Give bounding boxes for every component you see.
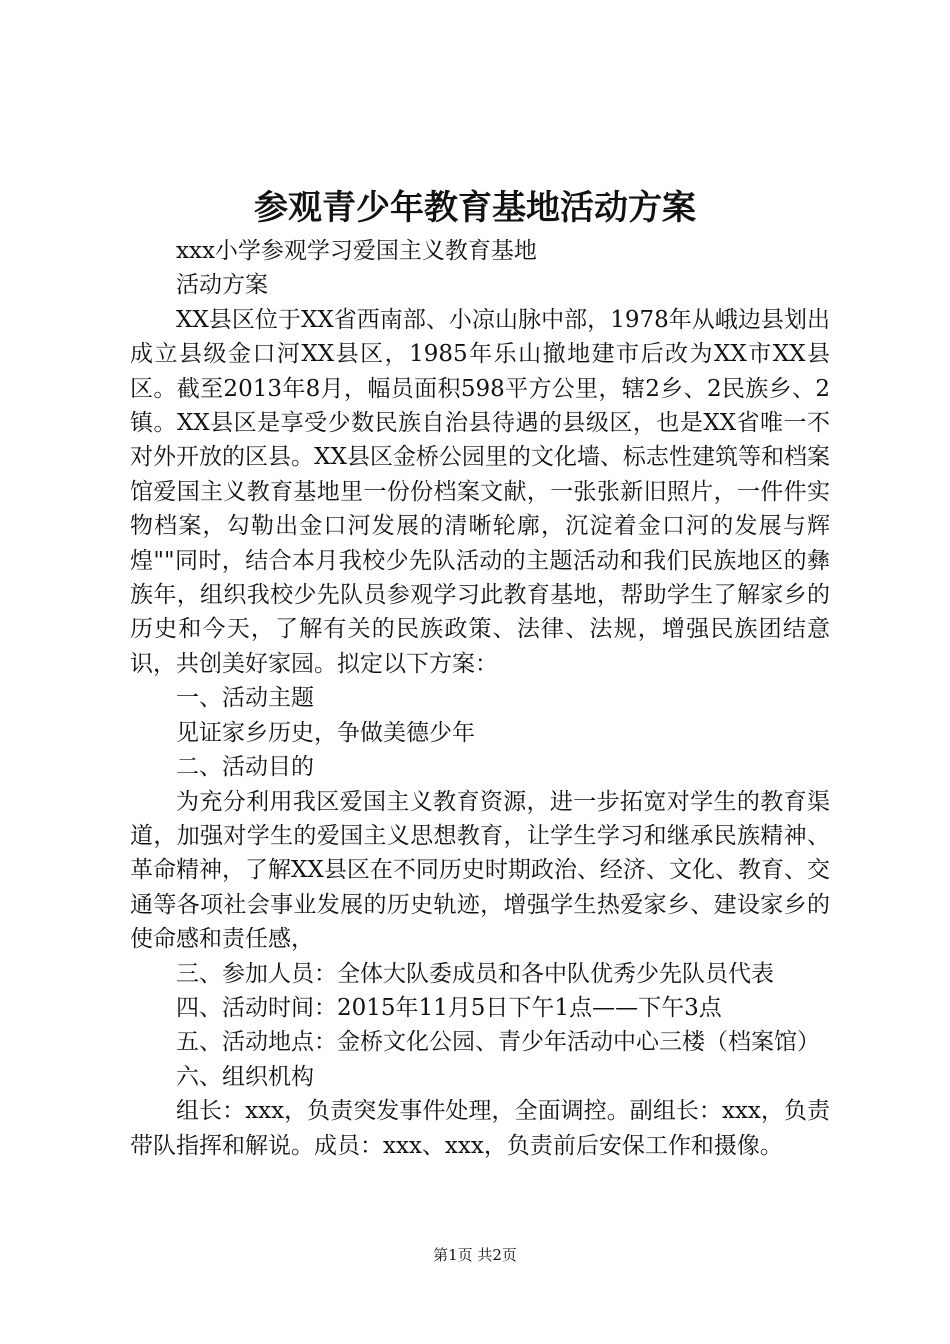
document-body xyxy=(130,234,830,1163)
paragraph-time: 四、活动时间：2015年11月5日下午1点——下午3点 xyxy=(176,994,722,1021)
paragraph-introduction: XX县区位于XX省西南部、小凉山脉中部，1978年从峨边县划出成立县级金口河XX县区，1985年乐山撤地建市后改为XX市XX县区。截至2013年8月，幅员面积598平方公里，辖2乡、2民族乡、2镇。XX县区是享受少数民族自治县待遇的县级区，也是XX省唯一不对外开放的区县。XX县区金桥公园里的文化墙、标志性建筑等和档案馆爱国主义教育基地里一份份档案文献，一张张新旧照片，一件件实物档案，勾勒出金口河发展的清晰轮廓，沉淀着金口河的发展与辉煌""同时，结合本月我校少先队活动的主题活动和我们民族地区的彝族年，组织我校少先队员参观学习此教育基地，帮助学生了解家乡的历史和今天，了解有关的民族政策、法律、法规，增强民族团结意识，共创美好家园。拟定以下方案： xyxy=(130,306,830,677)
paragraph-school-line: xxx小学参观学习爱国主义教育基地 xyxy=(176,238,537,264)
paragraph-theme: 见证家乡历史，争做美德少年 xyxy=(176,719,475,746)
paragraph-participants: 三、参加人员：全体大队委成员和各中队优秀少先队员代表 xyxy=(176,960,774,987)
page-indicator: 第1页 共2页 xyxy=(433,1246,517,1264)
document-title: 参观青少年教育基地活动方案 xyxy=(254,188,696,228)
section-heading-theme: 一、活动主题 xyxy=(176,685,314,712)
section-heading-organization: 六、组织机构 xyxy=(176,1063,314,1090)
paragraph-location: 五、活动地点：金桥文化公园、青少年活动中心三楼（档案馆） xyxy=(176,1029,820,1056)
section-heading-purpose: 二、活动目的 xyxy=(176,754,314,781)
paragraph-plan-label: 活动方案 xyxy=(176,272,268,299)
paragraph-organization: 组长：xxx，负责突发事件处理，全面调控。副组长：xxx，负责带队指挥和解说。成员：xxx、xxx，负责前后安保工作和摄像。 xyxy=(130,1098,830,1159)
paragraph-purpose: 为充分利用我区爱国主义教育资源，进一步拓宽对学生的教育渠道，加强对学生的爱国主义思想教育，让学生学习和继承民族精神、革命精神，了解XX县区在不同历史时期政治、经济、文化、教育、交通等各项社会事业发展的历史轨迹，增强学生热爱家乡、建设家乡的使命感和责任感， xyxy=(130,788,830,953)
